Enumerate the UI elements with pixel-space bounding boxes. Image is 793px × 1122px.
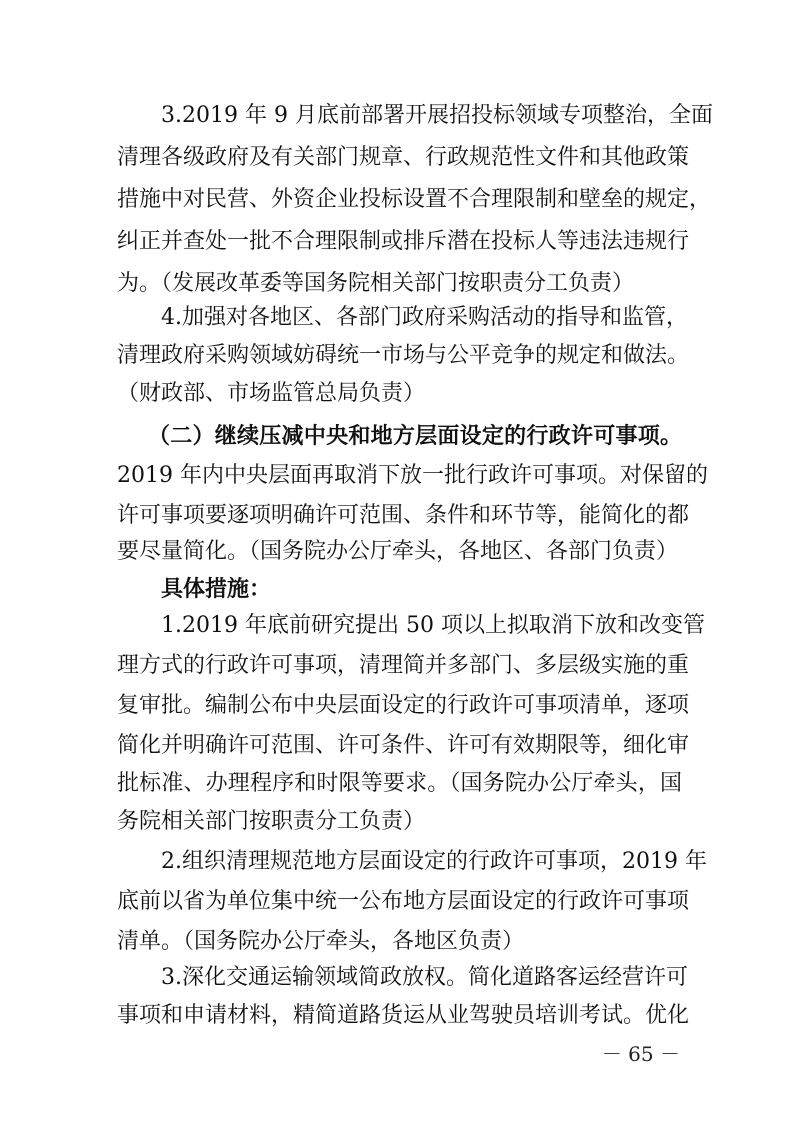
paragraph-line: 清理政府采购领域妨碍统一市场与公平竞争的规定和做法。	[117, 343, 690, 368]
paragraph-line: 务院相关部门按职责分工负责）	[117, 809, 426, 834]
paragraph-line: 3.2019 年 9 月底前部署开展招投标领域专项整治，全面	[161, 103, 713, 128]
paragraph-line: 理方式的行政许可事项，清理简并多部门、多层级实施的重	[117, 653, 690, 678]
paragraph-line: 事项和申请材料，精简道路货运从业驾驶员培训考试。优化	[117, 1003, 690, 1028]
paragraph-line: 纠正并查处一批不合理限制或排斥潜在投标人等违法违规行	[117, 229, 690, 254]
paragraph-line: 要尽量简化。（国务院办公厅牵头，各地区、各部门负责）	[117, 539, 679, 564]
section-heading-line: （二）继续压减中央和地方层面设定的行政许可事项。	[148, 423, 682, 449]
subheading-specific-measures: 具体措施：	[161, 576, 272, 602]
paragraph-line: 许可事项要逐项明确许可范围、条件和环节等，能简化的都	[117, 503, 690, 528]
paragraph-line: 3.深化交通运输领域简政放权。简化道路客运经营许可	[161, 965, 688, 990]
paragraph-line: 为。（发展改革委等国务院相关部门按职责分工负责）	[117, 271, 635, 296]
paragraph-line: 底前以省为单位集中统一公布地方层面设定的行政许可事项	[117, 889, 690, 914]
paragraph-line: 2019 年内中央层面再取消下放一批行政许可事项。对保留的	[117, 463, 708, 488]
paragraph-line: 清单。（国务院办公厅牵头，各地区负责）	[117, 929, 525, 954]
paragraph-line: 2.组织清理规范地方层面设定的行政许可事项，2019 年	[161, 849, 707, 874]
paragraph-line: 4.加强对各地区、各部门政府采购活动的指导和监管，	[161, 305, 688, 330]
paragraph-line: 批标准、办理程序和时限等要求。（国务院办公厅牵头，国	[117, 771, 682, 796]
paragraph-line: 清理各级政府及有关部门规章、行政规范性文件和其他政策	[117, 145, 690, 170]
paragraph-line: 措施中对民营、外资企业投标设置不合理限制和壁垒的规定，	[117, 187, 712, 212]
paragraph-line: 复审批。编制公布中央层面设定的行政许可事项清单，逐项	[117, 693, 690, 718]
paragraph-line: 1.2019 年底前研究提出 50 项以上拟取消下放和改变管	[161, 613, 705, 638]
paragraph-line: （财政部、市场监管总局负责）	[117, 381, 426, 406]
page-number: － 65 －	[601, 1042, 680, 1066]
paragraph-line: 简化并明确许可范围、许可条件、许可有效期限等，细化审	[117, 733, 690, 758]
